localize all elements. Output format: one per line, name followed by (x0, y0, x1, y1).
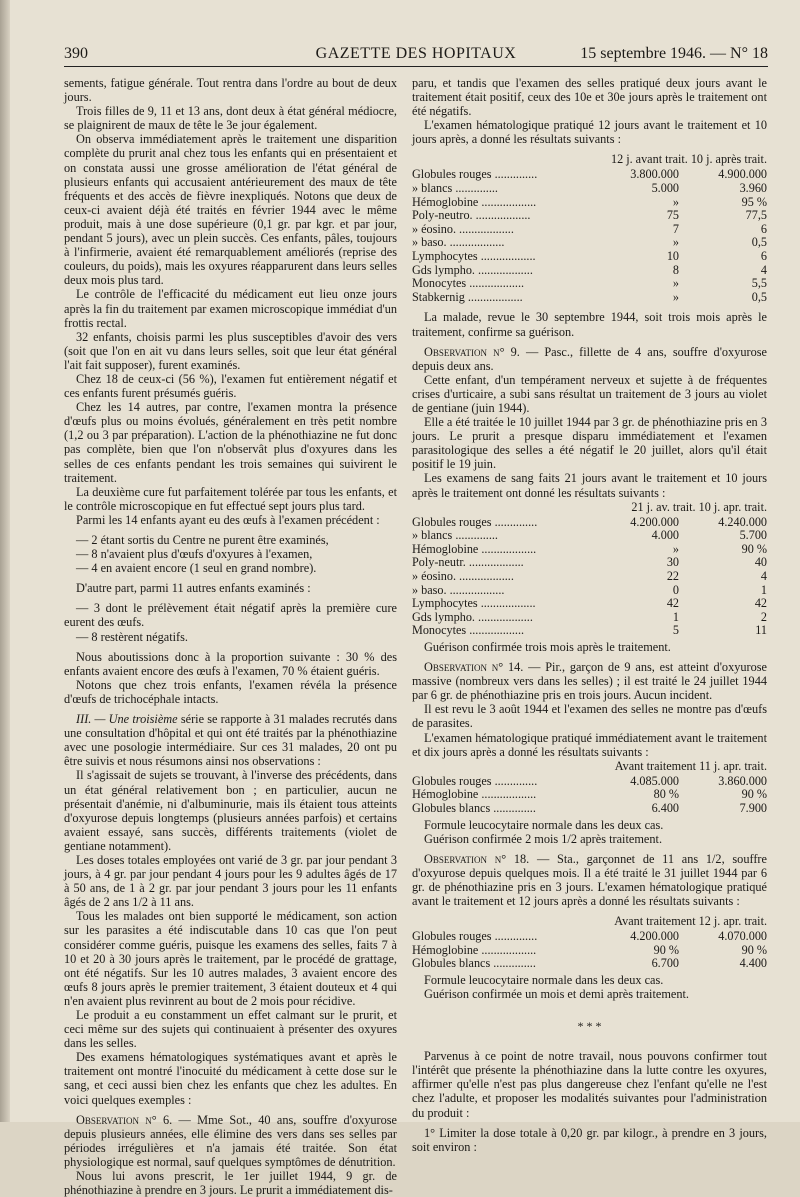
table-header: Avant traitement 12 j. apr. trait. (614, 914, 767, 929)
table-header: 12 j. avant trait. 10 j. après trait. (610, 152, 767, 167)
row-value: 42 (754, 596, 767, 611)
observation-label: Observation n° 6. (76, 1112, 173, 1127)
table-row (412, 570, 767, 584)
table-header: 21 j. av. trait. 10 j. apr. trait. (631, 499, 767, 514)
table-row (412, 611, 767, 625)
paragraph: Parmi les 14 enfants ayant eu des œufs à l'examen précédent : (76, 512, 380, 527)
paragraph: D'autre part, parmi 11 autres enfants examinés : (76, 581, 311, 596)
paragraph: La deuxième cure fut parfaitement tolérée par tous les enfants, et le contrôle microscopique en fut effectué sept jours plus tard. (64, 484, 397, 513)
row-value: 5.700 (739, 528, 767, 543)
journal-title: GAZETTE DES HOPITAUX (315, 45, 517, 62)
row-label: Globules rouges .............. (412, 167, 538, 182)
row-label: Stabkernig .................. (412, 289, 523, 304)
row-label: Globules rouges .............. (412, 773, 538, 788)
right-column (412, 76, 767, 1154)
table-row (412, 944, 767, 958)
row-value: 4.070.000 (718, 929, 767, 944)
table-row (412, 264, 767, 278)
paragraph: sements, fatigue générale. Tout rentra dans l'ordre au bout de deux jours. (64, 76, 397, 105)
row-value: 0 (672, 582, 679, 597)
row-value: 4.240.000 (718, 514, 767, 529)
paragraph-text: — Pasc., fillette de 4 ans, souffre d'oxyurose depuis deux ans. (412, 344, 767, 373)
paragraph: Chez les 14 autres, par contre, l'examen montra la présence d'œufs plus ou moins évolués, généralement en très petit nombre (1,2 ou 3 par préparation). L'action de la phénothiazine ne fut donc pas complète, bien que l'on n'observât plus d'oxyures dans les selles de ces enfants pendant les trois semaines qui suivirent le traitement. (64, 400, 397, 485)
section-separator: * * * (577, 1019, 602, 1034)
row-label: Hémoglobine .................. (412, 942, 537, 957)
table-row (412, 930, 767, 944)
row-value: 4.000 (651, 528, 679, 543)
page-number: 390 (64, 45, 88, 62)
row-label: Poly-neutro. .................. (412, 208, 531, 223)
row-value: 6.400 (651, 800, 679, 815)
row-value: 0,5 (751, 289, 767, 304)
paragraph: 1° Limiter la dose totale à 0,20 gr. par kilogr., à prendre en 3 jours, soit environ : (412, 1125, 767, 1154)
observation-label: Observation n° 9. (424, 344, 520, 359)
table-row (412, 236, 767, 250)
table-note: Formule leucocytaire normale dans les deux cas. (424, 817, 664, 832)
row-value: 90 % (741, 541, 767, 556)
row-value: 0,5 (751, 235, 767, 250)
blood-table-obs14 (412, 775, 767, 816)
row-value: 6 (760, 249, 767, 264)
row-label: Globules rouges .............. (412, 514, 538, 529)
row-value: » (672, 235, 679, 250)
blood-table-obs18 (412, 930, 767, 971)
row-label: Globules blancs .............. (412, 800, 536, 815)
row-label: » baso. .................. (412, 235, 505, 250)
row-value: 4.200.000 (630, 514, 679, 529)
row-label: Monocytes .................. (412, 276, 525, 291)
paragraph: Cette enfant, d'un tempérament nerveux et sujette à de fréquentes crises d'urticaire, a subi sans résultat un traitement de 3 jours au violet de gentiane (juin 1944). (412, 372, 767, 415)
row-value: 8 (672, 262, 679, 277)
row-value: 30 (666, 555, 679, 570)
paragraph: Le contrôle de l'efficacité du médicament eut lieu onze jours après la fin du traitement par examen microscopique immédiat d'un frottis rectal. (64, 287, 397, 330)
table-row (412, 788, 767, 802)
page-edge (0, 0, 10, 1122)
observation-label: Observation n° 14. (424, 660, 524, 675)
row-value: 11 (755, 623, 767, 638)
row-value: 90 % (741, 942, 767, 957)
row-label: Gds lympho. .................. (412, 609, 533, 624)
row-value: 42 (666, 596, 679, 611)
paragraph: Parvenus à ce point de notre travail, nous pouvons confirmer tout l'intérêt que présente la phénothiazine dans la lutte contre les oxyures, affirmer qu'elle n'est pas plus dangereuse chez l'enfant qu'elle ne l'est chez l'adulte, et proposer les modalités suivantes pour l'administration du produit : (412, 1049, 767, 1120)
table-row (412, 209, 767, 223)
row-value: 4.200.000 (630, 929, 679, 944)
table-row (412, 624, 767, 638)
observation-label: Observation n° 18. (424, 851, 530, 866)
table-row (412, 277, 767, 291)
list-item: — 3 dont le prélèvement était négatif après la première cure eurent des œufs. (64, 601, 397, 630)
paragraph: Il est revu le 3 août 1944 et l'examen des selles ne montre pas d'œufs de parasites. (412, 702, 767, 731)
row-value: 90 % (653, 942, 679, 957)
blood-table-obs6 (412, 168, 767, 304)
paragraph: paru, et tandis que l'examen des selles pratiqué deux jours avant le traitement était positif, ceux des 10e et 30e jours après le traitement ont été négatifs. (412, 76, 767, 119)
paragraph: Nous aboutissions donc à la proportion suivante : 30 % des enfants avaient encore des œufs à l'examen, 70 % étaient guéris. (64, 649, 397, 678)
row-value: 4 (760, 569, 767, 583)
list-item: — 8 n'avaient plus d'œufs d'oxyures à l'examen, (76, 547, 313, 562)
table-row (412, 957, 767, 971)
table-row (412, 584, 767, 598)
paragraph: Il s'agissait de sujets se trouvant, à l'inverse des précédents, dans un état général relativement bon ; en particulier, aucun ne présentait d'anémie, ni d'albuminurie, mais ils étaient tous atteints d'oxyurose depuis longtemps (plusieurs années parfois) et certains avaient essayé, sans succès, différents traitements (violet de gentiane notamment). (64, 768, 397, 853)
row-label: » éosino. .................. (412, 569, 514, 583)
table-header: Avant traitement 11 j. apr. trait. (614, 758, 767, 773)
paragraph: Des examens hématologiques systématiques avant et après le traitement ont montré l'inocuité du médicament à cette dose sur le sang, et ceci aussi bien chez les enfants que chez les adultes. En voici quelques exemples : (64, 1050, 397, 1107)
left-column (64, 76, 397, 1197)
paragraph-text: — Sta., garçonnet de 11 ans 1/2, souffre d'oxyurose depuis quelques mois. Il a été traité le 31 juillet 1944 par 6 gr. de phénothiazine pris en 3 jours. L'examen hématologique pratiqué avant le traitement et 12 jours après a donné les résultats suivants : (412, 851, 767, 908)
paragraph: L'examen hématologique pratiqué immédiatement avant le traitement et dix jours après a donné les résultats suivants : (412, 730, 767, 759)
observation-paragraph (64, 1113, 397, 1169)
section-lead: III. — Une troisième (76, 712, 178, 727)
row-value: 5.000 (651, 181, 679, 196)
table-row (412, 516, 767, 530)
row-value: 40 (754, 555, 767, 570)
row-value: 77,5 (745, 208, 767, 223)
row-value: 6 (760, 221, 767, 236)
paragraph-text: série se rapporte à 31 malades recrutés dans une consultation d'hôpital et qui ont été traités par la phénothiazine avec une posologie intermédiaire. Sur ces 31 malades, 20 ont pu être suivis et nous résumons ainsi nos observations : (64, 712, 397, 769)
row-label: » éosino. .................. (412, 221, 514, 236)
row-value: 4 (760, 262, 767, 277)
row-value: 90 % (741, 787, 767, 802)
table-row (412, 529, 767, 543)
paragraph: Nous lui avons prescrit, le 1er juillet 1944, 9 gr. de phénothiazine à prendre en 3 jours. Le prurit a immédiatement dis- (64, 1169, 397, 1197)
paragraph: L'examen hématologique pratiqué 12 jours avant le traitement et 10 jours après, a donné les résultats suivants : (412, 118, 767, 147)
row-value: 4.085.000 (630, 773, 679, 788)
paragraph: La malade, revue le 30 septembre 1944, soit trois mois après le traitement, confirme sa guérison. (412, 310, 767, 339)
row-label: » blancs .............. (412, 528, 498, 543)
observation-paragraph (412, 852, 767, 908)
paragraph: Les examens de sang faits 21 jours avant le traitement et 10 jours après le traitement ont donné les résultats suivants : (412, 471, 767, 500)
row-value: 7 (672, 221, 679, 236)
table-row (412, 556, 767, 570)
row-label: Hémoglobine .................. (412, 787, 537, 802)
issue-date: 15 septembre 1946. — N° 18 (580, 45, 768, 62)
row-value: 3.800.000 (630, 167, 679, 182)
table-row (412, 168, 767, 182)
paragraph: Trois filles de 9, 11 et 13 ans, dont deux à état général médiocre, se plaignirent de maux de tête le 3e jour également. (64, 104, 397, 133)
row-value: 3.960 (739, 181, 767, 196)
table-row (412, 250, 767, 264)
paragraph-text: — Pir., garçon de 9 ans, est atteint d'oxyurose massive (nombreux vers dans les selles) ; il est traité le 24 juillet 1944 par 6 gr. de phénothiazine pris en trois jours. Aucun incident. (412, 660, 767, 703)
list-item: — 2 étant sortis du Centre ne purent être examinés, (76, 533, 329, 547)
page-header (64, 45, 768, 67)
row-value: 22 (666, 569, 679, 583)
row-value: » (672, 289, 679, 304)
row-value: » (672, 194, 679, 209)
row-label: Hémoglobine .................. (412, 541, 537, 556)
row-value: 95 % (741, 194, 767, 209)
row-label: » baso. .................. (412, 582, 505, 597)
table-row (412, 223, 767, 237)
table-row (412, 597, 767, 611)
table-row (412, 291, 767, 305)
paragraph: Guérison confirmée trois mois après le traitement. (424, 639, 671, 654)
table-note: Formule leucocytaire normale dans les deux cas. (424, 972, 664, 987)
section-paragraph (64, 712, 397, 768)
row-value: 2 (760, 609, 767, 624)
observation-paragraph (412, 345, 767, 373)
row-value: » (672, 541, 679, 556)
list-item: — 4 en avaient encore (1 seul en grand nombre). (76, 561, 317, 576)
row-value: 1 (672, 609, 679, 624)
list-item: — 8 restèrent négatifs. (76, 629, 188, 644)
table-row (412, 802, 767, 816)
row-label: Hémoglobine .................. (412, 194, 537, 209)
paragraph: Elle a été traitée le 10 juillet 1944 par 3 gr. de phénothiazine pris en 3 jours. Le prurit a presque disparu immédiatement et l'examen parasitologique des selles a été négatif le 20 juillet, alors qu'il était positif le 19 juin. (412, 415, 767, 472)
row-label: » blancs .............. (412, 181, 498, 196)
row-value: 5,5 (751, 276, 767, 291)
row-value: 7.900 (739, 800, 767, 815)
row-value: 3.860.000 (718, 773, 767, 788)
table-row (412, 196, 767, 210)
paragraph: Guérison confirmée 2 mois 1/2 après traitement. (424, 831, 663, 846)
row-value: 80 % (653, 787, 679, 802)
row-value: 10 (666, 249, 679, 264)
table-row (412, 543, 767, 557)
row-label: Globules rouges .............. (412, 929, 538, 944)
row-value: 5 (672, 623, 679, 638)
paragraph: 32 enfants, choisis parmi les plus susceptibles d'avoir des vers (soit que l'on en ait vu dans leurs selles, soit que leur état général l'ait fait supposer), furent examinés. (64, 329, 397, 372)
header-rule (64, 66, 768, 67)
row-value: 6.700 (651, 956, 679, 971)
table-row (412, 775, 767, 789)
paragraph: Notons que chez trois enfants, l'examen révéla la présence d'œufs de trichocéphale intacts. (64, 677, 397, 706)
paragraph: Guérison confirmée un mois et demi après traitement. (424, 986, 689, 1001)
paragraph: Tous les malades ont bien supporté le médicament, son action sur les parasites a été indiscutable dans 10 cas que l'on peut considérer comme guéris, puisque les examens des selles, faits 7 à 10 et 20 à 30 jours après le traitement, par le procédé de grattage, ont été négatifs. Sur les 10 autres malades, 3 avaient encore des œufs 8 jours après le premier traitement, 3 étaient douteux et 4 qui n'en avaient plus revinrent au bout de 2 mois pour récidive. (64, 909, 397, 1008)
paragraph: Chez 18 de ceux-ci (56 %), l'examen fut entièrement négatif et ces enfants furent présumés guéris. (64, 371, 397, 401)
row-value: 4.400 (739, 956, 767, 971)
row-value: 4.900.000 (718, 167, 767, 182)
table-row (412, 182, 767, 196)
row-value: » (672, 276, 679, 291)
paragraph-text: — Mme Sot., 40 ans, souffre d'oxyurose depuis plusieurs années, elle élimine des vers dans ses selles par périodes irrégulières et n'a jamais été traitée. Son état physiologique est normal, sauf quelques symptômes de dénutrition. (64, 1112, 397, 1169)
row-label: Gds lympho. .................. (412, 262, 533, 277)
row-label: Poly-neutr. .................. (412, 555, 524, 570)
row-label: Lymphocytes .................. (412, 249, 536, 264)
row-value: 75 (666, 208, 679, 223)
observation-paragraph (412, 660, 767, 702)
paragraph: Le produit a eu constamment un effet calmant sur le prurit, et ceci même sur des sujets qui continuaient à présenter des oxyures dans les selles. (64, 1008, 397, 1051)
row-label: Lymphocytes .................. (412, 596, 536, 611)
row-value: 1 (760, 582, 767, 597)
paragraph: Les doses totales employées ont varié de 3 gr. par jour pendant 3 jours, à 4 gr. par jour pendant 4 jours pour les 9 adultes âgés de 17 à 50 ans, de 1 à 2 gr. par jour pendant 3 jours pour les 11 enfants âgés de 2 ans 1/2 à 11 ans. (64, 852, 397, 910)
row-label: Globules blancs .............. (412, 956, 536, 971)
blood-table-obs9 (412, 516, 767, 638)
row-label: Monocytes .................. (412, 623, 525, 638)
paragraph: On observa immédiatement après le traitement une disparition complète du prurit anal chez tous les enfants qui en présentaient et on constata aussi une grosse amélioration de l'état général de plusieurs enfants qui accusaient antérieurement des maux de tête fréquents et des accès de fièvre inexpliqués. Notons que deux de ceux-ci avaient déjà été traités en février 1944 avec le même produit, mais à une dose supérieure (0,1 gr. par kgr. et par jour, pendant 5 jours), avec un plein succès. Ces enfants, pâles, toujours à l'infirmerie, avaient été remarquablement améliorés (reprise des couleurs, du poids), mais les oxyures réapparurent dans leurs selles deux mois plus tard. (64, 132, 397, 288)
